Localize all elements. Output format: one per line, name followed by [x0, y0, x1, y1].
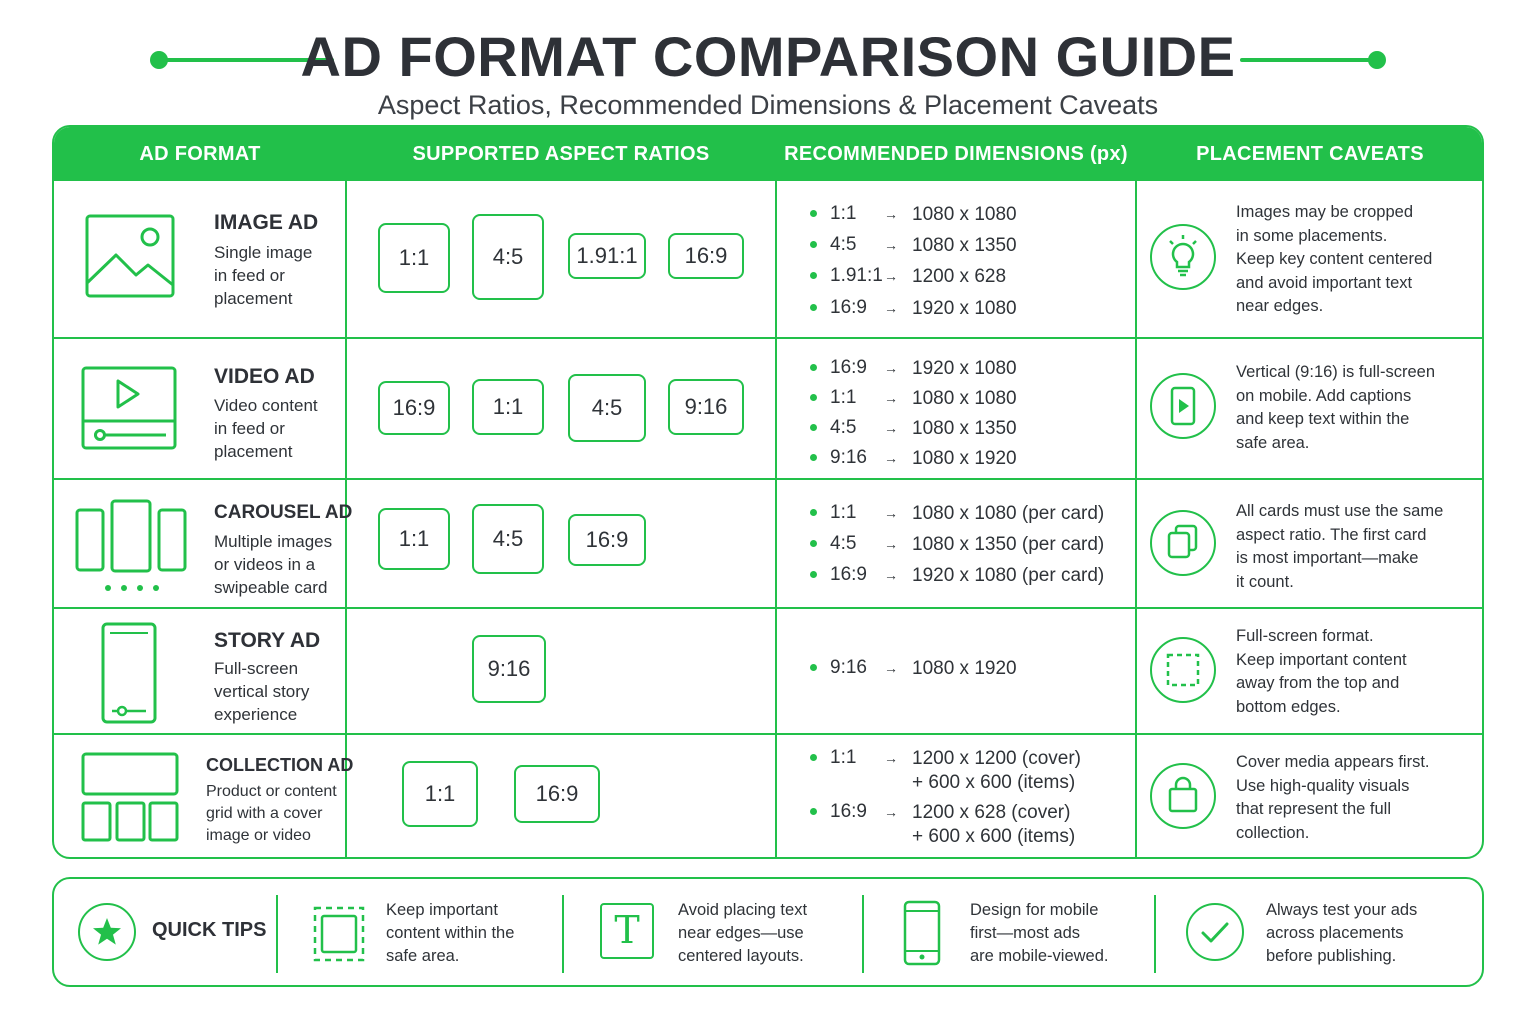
- ratio-chip: 9:16: [668, 379, 744, 435]
- ratio-chip: 16:9: [514, 765, 600, 823]
- phone-story-icon: [100, 621, 158, 725]
- column-header-ad-format: AD FORMAT: [139, 143, 261, 165]
- table-row-story-ad: [54, 609, 1482, 733]
- shopping-bag-icon: [1150, 763, 1216, 829]
- page-title: AD FORMAT COMPARISON GUIDE: [300, 25, 1236, 88]
- collection-grid-icon: [80, 751, 180, 843]
- tip-divider: [562, 895, 564, 973]
- format-description: Video content in feed or placement: [214, 396, 318, 461]
- dimension-list: 1:1 → 1200 x 1200 (cover) + 600 x 600 (items) 16:9 → 1200 x 628 (cover) + 600 x 600 (items): [810, 745, 1130, 857]
- ratio-chip: 1.91:1: [568, 233, 646, 279]
- table-row-collection-ad: [54, 735, 1482, 859]
- tip-text: Always test your ads across placements before publishing.: [1266, 901, 1418, 965]
- format-name: STORY AD: [214, 629, 321, 652]
- format-description: Full-screen vertical story experience: [214, 659, 310, 724]
- caveat-text: Vertical (9:16) is full-screen on mobile. Add captions and keep text within the safe area.: [1236, 363, 1435, 452]
- format-name: VIDEO AD: [214, 365, 315, 388]
- ratio-chip: 1:1: [472, 379, 544, 435]
- table-row-video-ad: [54, 339, 1482, 478]
- mobile-icon: [902, 899, 942, 967]
- ratio-chip: 4:5: [568, 374, 646, 442]
- format-name: CAROUSEL AD: [214, 502, 353, 523]
- table-row-carousel-ad: [54, 480, 1482, 607]
- tip-text: Avoid placing text near edges—use centered layouts.: [678, 901, 808, 965]
- ratio-chip: 16:9: [668, 233, 744, 279]
- ratio-chip: 16:9: [378, 381, 450, 435]
- dimension-list: 1:1 → 1080 x 1080 (per card) 4:5 → 1080 x 1350 (per card) 16:9 → 1920 x 1080 (per card): [810, 500, 1130, 600]
- tip-divider: [1154, 895, 1156, 973]
- ratio-chip: 4:5: [472, 214, 544, 300]
- ratio-chip: 1:1: [378, 508, 450, 570]
- caveat-text: Images may be cropped in some placements. Keep key content centered and avoid important text near edges.: [1236, 203, 1433, 315]
- table-header: [54, 127, 1482, 181]
- page-subtitle: Aspect Ratios, Recommended Dimensions & Placement Caveats: [377, 90, 1159, 120]
- phone-play-icon: [1150, 373, 1216, 439]
- comparison-table: [52, 125, 1484, 859]
- format-description: Single image in feed or placement: [214, 243, 313, 308]
- table-row-image-ad: [54, 181, 1482, 337]
- video-player-icon: [80, 365, 178, 451]
- safe-area-icon: [312, 905, 366, 963]
- dimension-list: 1:1 → 1080 x 1080 4:5 → 1080 x 1350 1.91:1 → 1200 x 628 16:9 → 1920 x 1080: [810, 201, 1130, 331]
- tip-divider: [276, 895, 278, 973]
- format-name: IMAGE AD: [214, 211, 319, 234]
- caveat-text: All cards must use the same aspect ratio. The first card is most important—make it count.: [1236, 502, 1444, 591]
- quick-tips-label: QUICK TIPS: [152, 919, 267, 941]
- column-header-dimensions: RECOMMENDED DIMENSIONS (px): [784, 143, 1128, 165]
- stacked-cards-icon: [1150, 510, 1216, 576]
- format-name: COLLECTION AD: [206, 755, 354, 775]
- format-description: Product or content grid with a cover image or video: [206, 783, 337, 844]
- column-header-aspect-ratios: SUPPORTED ASPECT RATIOS: [412, 143, 710, 165]
- quick-tips-panel: [52, 877, 1484, 987]
- image-icon: [84, 213, 176, 299]
- tip-text: Design for mobile first—most ads are mobile-viewed.: [970, 901, 1109, 965]
- star-icon: [78, 903, 136, 961]
- column-header-caveats: PLACEMENT CAVEATS: [1196, 143, 1424, 165]
- check-circle-icon: [1186, 903, 1244, 961]
- caveat-text: Full-screen format. Keep important content away from the top and bottom edges.: [1236, 627, 1407, 716]
- safe-area-icon: [1150, 637, 1216, 703]
- format-description: Multiple images or videos in a swipeable card: [214, 532, 333, 597]
- ratio-chip: 1:1: [402, 761, 478, 827]
- dimension-list: 9:16 → 1080 x 1920: [810, 655, 1130, 685]
- ratio-chip: 4:5: [472, 504, 544, 574]
- text-icon: T: [600, 903, 654, 959]
- ratio-chip: 9:16: [472, 635, 546, 703]
- lightbulb-icon: [1150, 224, 1216, 290]
- header: [0, 12, 1536, 120]
- caveat-text: Cover media appears first. Use high-quality visuals that represent the full collection.: [1236, 753, 1430, 842]
- tip-divider: [862, 895, 864, 973]
- ratio-chip: 1:1: [378, 223, 450, 293]
- ratio-chip: 16:9: [568, 514, 646, 566]
- tip-text: Keep important content within the safe area.: [386, 901, 515, 965]
- carousel-icon: [74, 498, 188, 596]
- dimension-list: 16:9 → 1920 x 1080 1:1 → 1080 x 1080 4:5 → 1080 x 1350 9:16 → 1080 x 1920: [810, 355, 1130, 475]
